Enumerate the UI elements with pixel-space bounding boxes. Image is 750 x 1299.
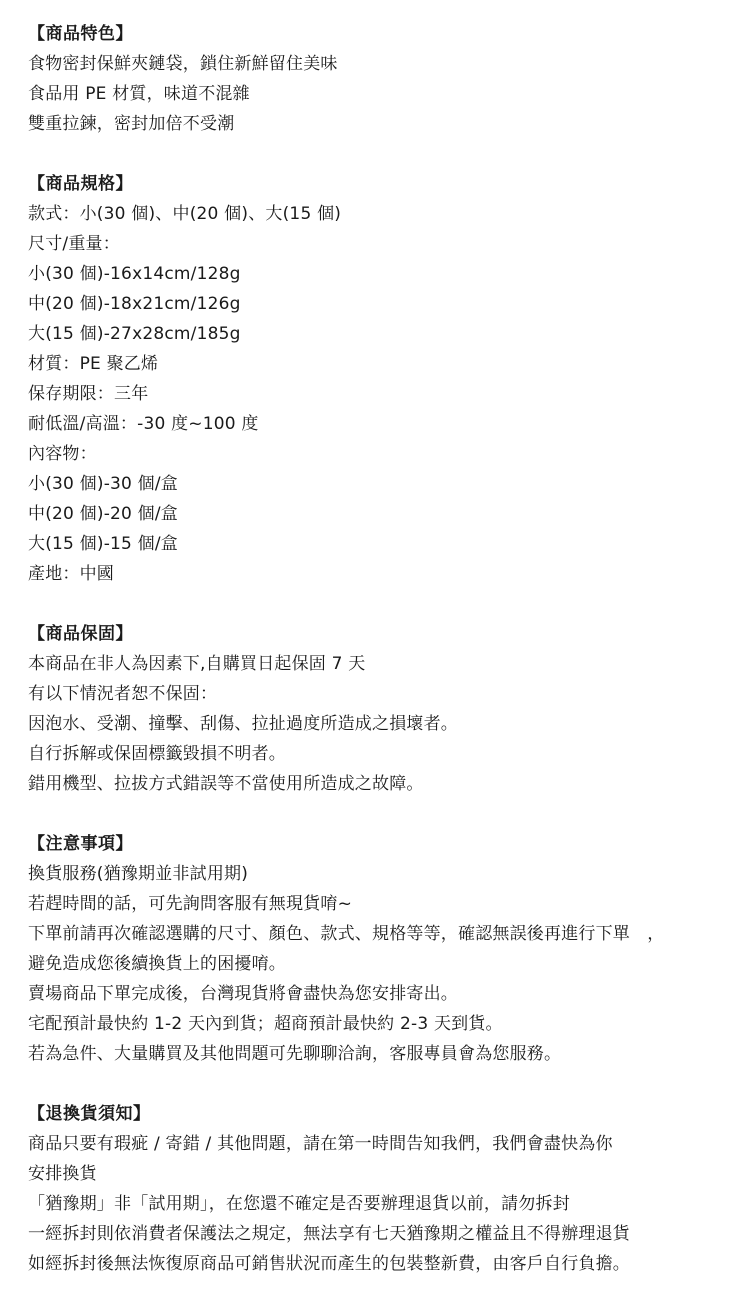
text-line: 雙重拉鍊，密封加倍不受潮	[28, 114, 235, 134]
text-line: 內容物：	[28, 444, 97, 464]
section-heading: 【注意事項】	[28, 834, 133, 854]
text-line: 若為急件、大量購買及其他問題可先聊聊洽詢，客服專員會為您服務。	[28, 1044, 562, 1064]
text-line: 下單前請再次確認選購的尺寸、顏色、款式、規格等等，確認無誤後再進行下單 ，	[28, 924, 665, 944]
text-line: 錯用機型、拉拔方式錯誤等不當使用所造成之故障。	[28, 774, 424, 794]
text-line: 「猶豫期」非「試用期」，在您還不確定是否要辦理退貨以前，請勿拆封	[28, 1194, 570, 1214]
section-heading: 【商品保固】	[28, 624, 133, 644]
text-line: 商品只要有瑕疵 / 寄錯 / 其他問題，請在第一時間告知我們，我們會盡快為你	[28, 1134, 613, 1154]
text-line: 材質：PE 聚乙烯	[28, 354, 159, 374]
text-line: 中(20 個)-18x21cm/126g	[28, 294, 241, 314]
text-line: 換貨服務(猶豫期並非試用期)	[28, 864, 249, 884]
text-line: 大(15 個)-27x28cm/185g	[28, 324, 241, 344]
text-line: 本商品在非人為因素下,自購買日起保固 7 天	[28, 654, 366, 674]
text-line: 尺寸/重量：	[28, 234, 120, 254]
text-line: 大(15 個)-15 個/盒	[28, 534, 178, 554]
text-line: 如經拆封後無法恢復原商品可銷售狀況而產生的包裝整新費，由客戶自行負擔。	[28, 1254, 630, 1274]
section-return-exchange	[28, 1099, 750, 1279]
section-notices	[28, 829, 750, 1069]
text-line: 因泡水、受潮、撞擊、刮傷、拉扯過度所造成之損壞者。	[28, 714, 458, 734]
text-line: 食品用 PE 材質，味道不混雜	[28, 84, 250, 104]
text-line: 耐低溫/高溫：-30 度~100 度	[28, 414, 259, 434]
text-line: 小(30 個)-30 個/盒	[28, 474, 178, 494]
text-line: 若趕時間的話，可先詢問客服有無現貨唷~	[28, 894, 353, 914]
section-heading: 【商品特色】	[28, 24, 133, 44]
section-heading: 【商品規格】	[28, 174, 133, 194]
text-line: 中(20 個)-20 個/盒	[28, 504, 178, 524]
text-line: 自行拆解或保固標籤毀損不明者。	[28, 744, 286, 764]
section-product-features	[28, 19, 750, 139]
text-line: 宅配預計最快約 1-2 天內到貨；超商預計最快約 2-3 天到貨。	[28, 1014, 503, 1034]
text-line: 避免造成您後續換貨上的困擾唷。	[28, 954, 286, 974]
text-line: 小(30 個)-16x14cm/128g	[28, 264, 241, 284]
text-line: 食物密封保鮮夾鏈袋，鎖住新鮮留住美味	[28, 54, 338, 74]
section-warranty	[28, 619, 750, 799]
text-line: 一經拆封則依消費者保護法之規定，無法享有七天猶豫期之權益且不得辦理退貨	[28, 1224, 630, 1244]
text-line: 款式：小(30 個)、中(20 個)、大(15 個)	[28, 204, 342, 224]
text-line: 有以下情況者恕不保固：	[28, 684, 218, 704]
text-line: 安排換貨	[28, 1164, 97, 1184]
section-heading: 【退換貨須知】	[28, 1104, 151, 1124]
text-line: 賣場商品下單完成後，台灣現貨將會盡快為您安排寄出。	[28, 984, 458, 1004]
section-product-specs	[28, 169, 750, 589]
text-line: 產地：中國	[28, 564, 114, 584]
text-line: 保存期限：三年	[28, 384, 149, 404]
